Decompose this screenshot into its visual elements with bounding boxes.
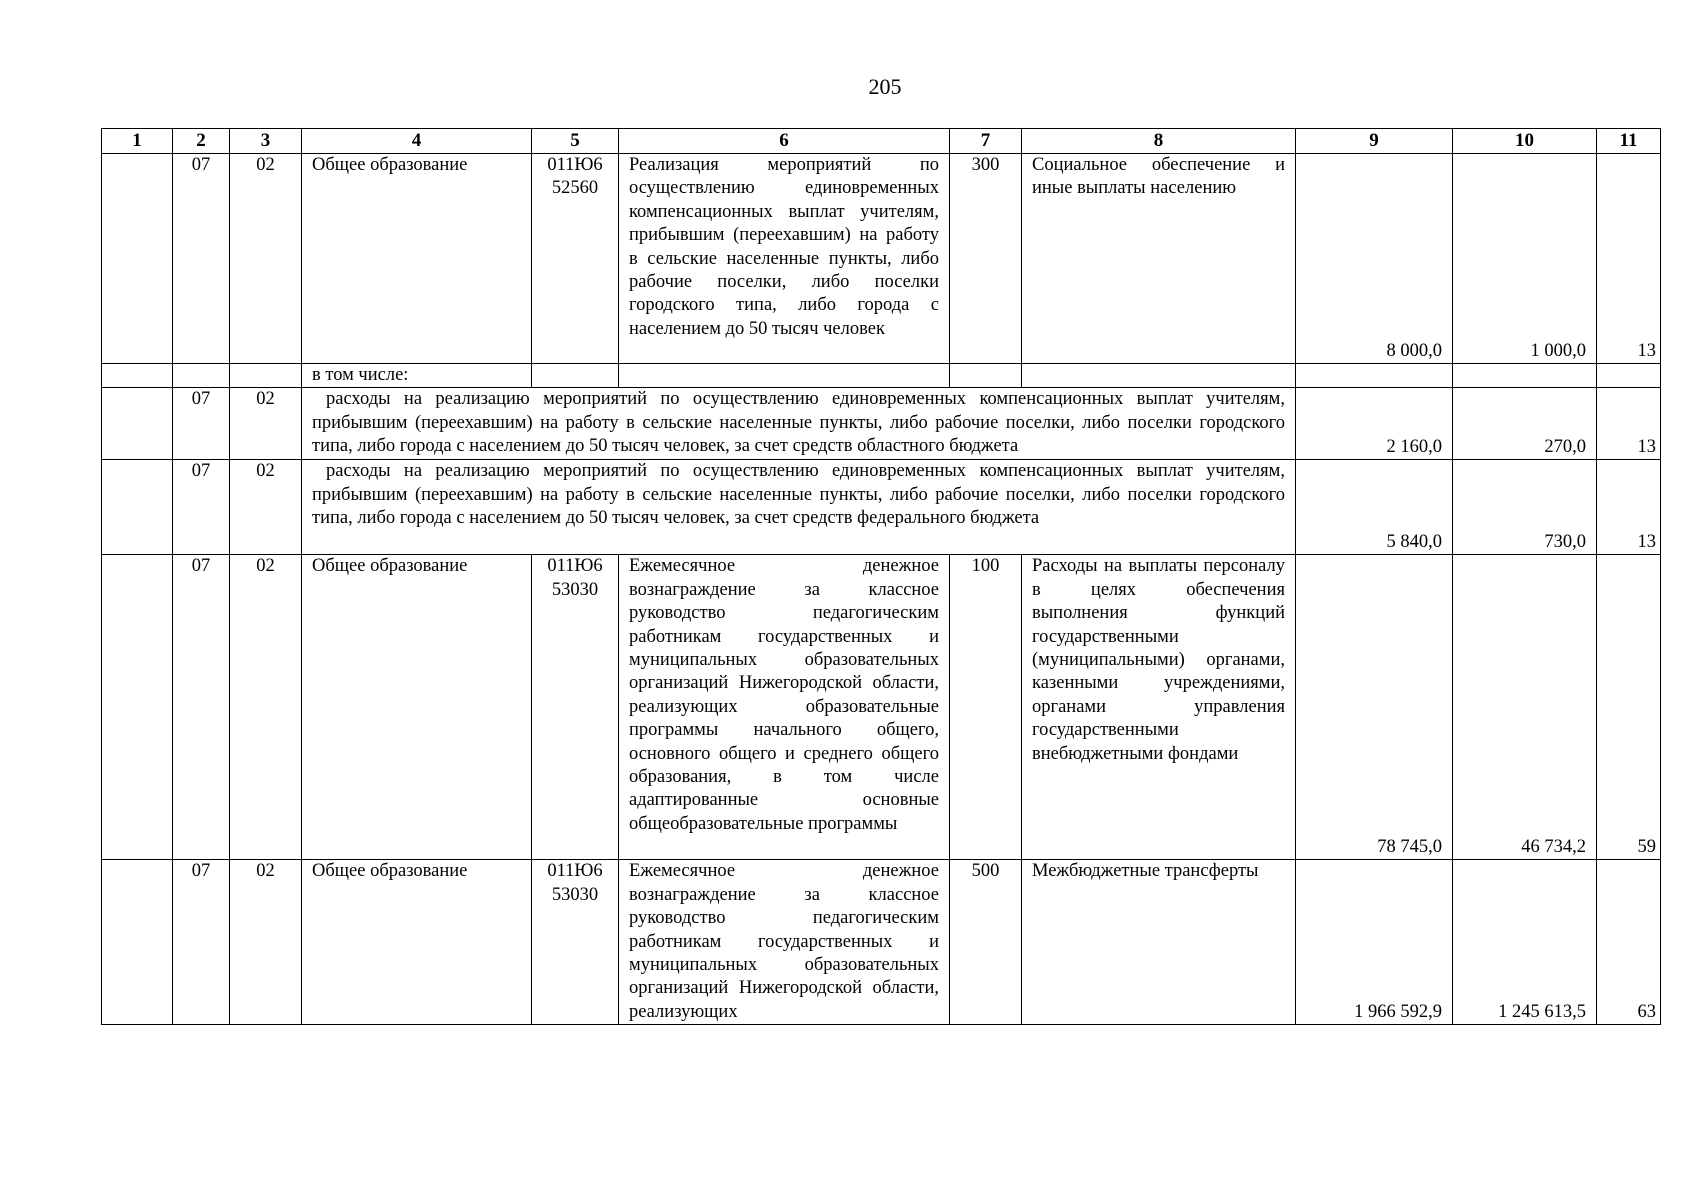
column-header: 1 [102,129,173,154]
amount-col-11: 13 [1597,388,1661,460]
table-cell [230,364,302,388]
column-header: 10 [1453,129,1597,154]
column-header: 5 [532,129,619,154]
expense-description: Ежемесячное денежное вознаграждение за классное руководство педагогическим работникам государственных и муниципальных образовательных организаций Нижегородской области, реализующих образовательные программы начального общего, основного общего и среднего общего образования, в том числе адаптированные основные общеобразовательные программы [619,555,950,860]
table-cell [102,388,173,460]
amount-col-10: 730,0 [1453,460,1597,555]
table-cell [619,364,950,388]
column-header: 9 [1296,129,1453,154]
table-row [102,555,1661,860]
amount-col-11: 59 [1597,555,1661,860]
expense-type-code: 100 [950,555,1022,860]
budget-table [101,128,1661,1025]
table-row [102,460,1661,555]
amount-col-10: 1 245 613,5 [1453,860,1597,1025]
table-cell [173,364,230,388]
section-name: Общее образование [302,860,532,1025]
amount-col-9: 8 000,0 [1296,154,1453,364]
amount-col-10: 46 734,2 [1453,555,1597,860]
amount-col-11: 13 [1597,154,1661,364]
column-header: 8 [1022,129,1296,154]
amount-col-10: 270,0 [1453,388,1597,460]
table-cell [532,364,619,388]
subsection-code: 02 [230,388,302,460]
target-code: 011Ю6 53030 [532,860,619,1025]
section-name: Общее образование [302,555,532,860]
subsection-code: 02 [230,154,302,364]
amount-col-9: 5 840,0 [1296,460,1453,555]
section-code: 07 [173,555,230,860]
column-header: 7 [950,129,1022,154]
target-code: 011Ю6 53030 [532,555,619,860]
header-row [102,129,1661,154]
expense-type-code: 500 [950,860,1022,1025]
subtotal-label: в том числе: [302,364,532,388]
section-code: 07 [173,154,230,364]
subsection-code: 02 [230,460,302,555]
table-cell [102,555,173,860]
subsection-code: 02 [230,555,302,860]
amount-col-9: 2 160,0 [1296,388,1453,460]
section-code: 07 [173,860,230,1025]
expense-description: Ежемесячное денежное вознаграждение за классное руководство педагогическим работникам государственных и муниципальных образовательных организаций Нижегородской области, реализующих [619,860,950,1025]
table-row [102,364,1661,388]
amount-col-11: 13 [1597,460,1661,555]
merged-description: расходы на реализацию мероприятий по осуществлению единовременных компенсационных выплат учителям, прибывшим (переехавшим) на работу в сельские населенные пункты, либо рабочие поселки, либо поселки городского типа, либо города с населением до 50 тысяч человек, за счет средств областного бюджета [302,388,1296,460]
amount-col-11: 63 [1597,860,1661,1025]
page-number: 205 [868,74,902,99]
expense-type-name: Межбюджетные трансферты [1022,860,1296,1025]
subsection-code: 02 [230,860,302,1025]
column-header: 4 [302,129,532,154]
table-cell [102,460,173,555]
table-cell [102,154,173,364]
table-cell [1453,364,1597,388]
column-header: 11 [1597,129,1661,154]
table-cell [1597,364,1661,388]
merged-description: расходы на реализацию мероприятий по осуществлению единовременных компенсационных выплат учителям, прибывшим (переехавшим) на работу в сельские населенные пункты, либо рабочие поселки, либо поселки городского типа, либо города с населением до 50 тысяч человек, за счет средств федерального бюджета [302,460,1296,555]
expense-type-name: Социальное обеспечение и иные выплаты населению [1022,154,1296,364]
expense-type-code: 300 [950,154,1022,364]
amount-col-10: 1 000,0 [1453,154,1597,364]
column-header: 3 [230,129,302,154]
target-code: 011Ю6 52560 [532,154,619,364]
table-row [102,154,1661,364]
section-name: Общее образование [302,154,532,364]
section-code: 07 [173,460,230,555]
table-row [102,860,1661,1025]
table-cell [102,860,173,1025]
expense-type-name: Расходы на выплаты персоналу в целях обеспечения выполнения функций государственными (муниципальными) органами, казенными учреждениями, органами управления государственными внебюджетными фондами [1022,555,1296,860]
table-cell [102,364,173,388]
column-header: 2 [173,129,230,154]
section-code: 07 [173,388,230,460]
expense-description: Реализация мероприятий по осуществлению единовременных компенсационных выплат учителям, прибывшим (переехавшим) на работу в сельские населенные пункты, либо рабочие поселки, либо поселки городского типа, либо города с населением до 50 тысяч человек [619,154,950,364]
table-cell [1022,364,1296,388]
column-header: 6 [619,129,950,154]
amount-col-9: 1 966 592,9 [1296,860,1453,1025]
table-row [102,388,1661,460]
table-cell [1296,364,1453,388]
table-cell [950,364,1022,388]
amount-col-9: 78 745,0 [1296,555,1453,860]
